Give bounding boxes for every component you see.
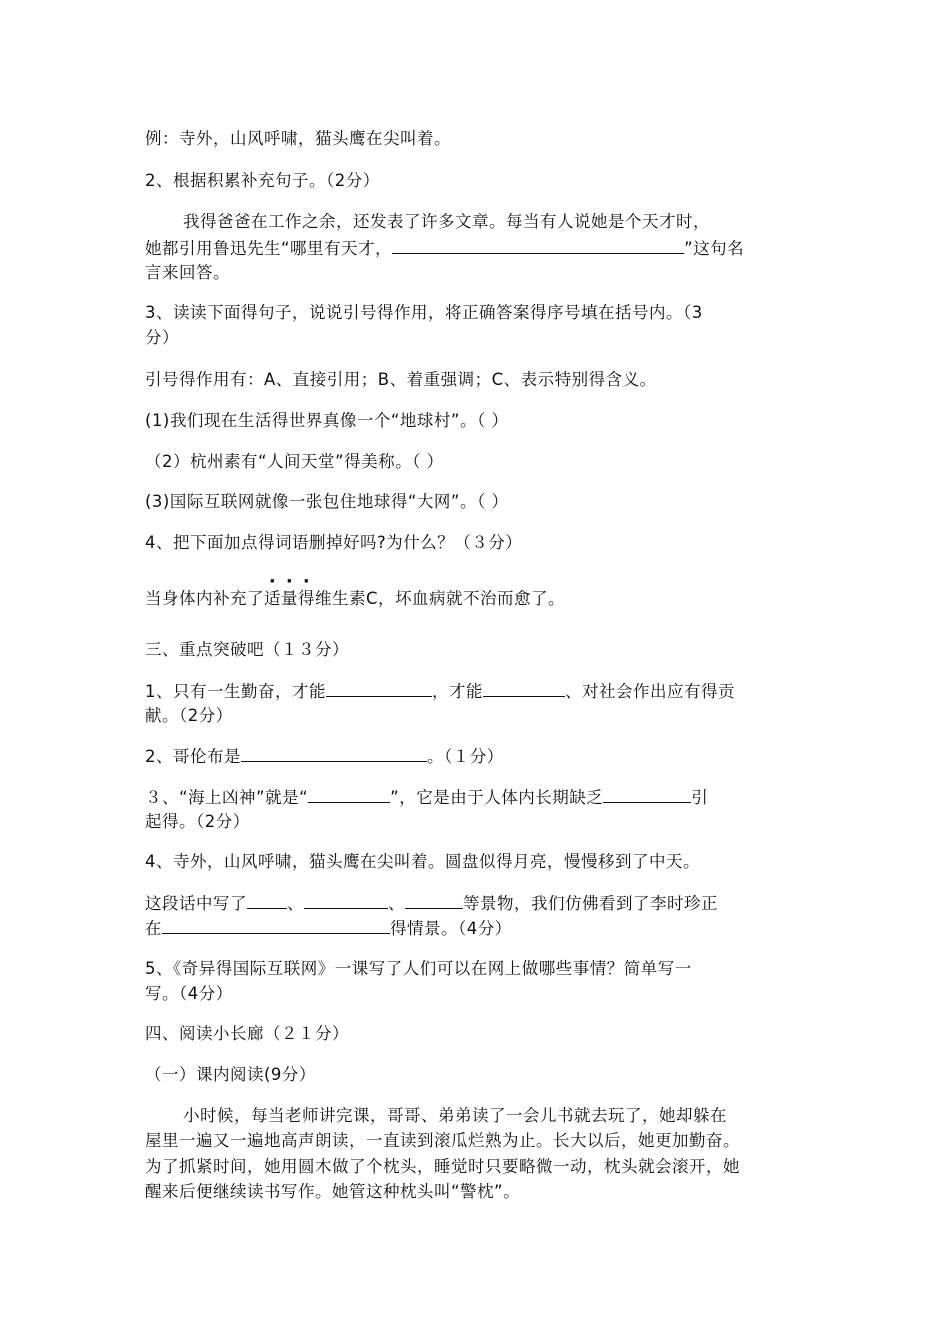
question-4-title: 4、把下面加点得词语删掉好吗?为什么？（３分） <box>145 533 523 552</box>
answer-blank[interactable] <box>162 915 390 934</box>
section-3-q5-line-1: 5、《奇异得国际互联网》一课写了人们可以在网上做哪些事情？简单写一 <box>145 959 692 978</box>
question-4-sentence: 当身体内补充了适量得维生素C，坏血病就不治而愈了。 <box>145 586 805 611</box>
section-4-title: 四、阅读小长廊（２１分） <box>145 1024 349 1043</box>
answer-blank[interactable] <box>304 890 388 909</box>
answer-blank[interactable] <box>241 743 427 762</box>
answer-blank[interactable] <box>392 235 684 254</box>
question-2-passage-line-3: 言来回答。 <box>145 263 230 282</box>
answer-blank[interactable] <box>405 890 463 909</box>
question-3-title-cont: 分） <box>145 328 179 347</box>
section-3-q2: 2、哥伦布是 。（１分） <box>145 743 805 769</box>
section-3-q5-line-2: 写。（4分） <box>145 984 233 1003</box>
question-3-sentence-1: (1)我们现在生活得世界真像一个“地球村”。（ ） <box>145 411 509 430</box>
question-2-passage-line-1: 我得爸爸在工作之余，还发表了许多文章。每当有人说她是个天才时， <box>183 212 710 231</box>
section-3-title: 三、重点突破吧（１３分） <box>145 640 349 659</box>
section-3-q4-line-1: 这段话中写了 、 、 等景物，我们仿佛看到了李时珍正 <box>145 890 805 916</box>
section-3-q3-line-1: ３、“海上凶神”就是“ ”，它是由于人体内长期缺乏 引 <box>145 784 805 810</box>
answer-blank[interactable] <box>483 678 565 697</box>
section-3-q4-line-2: 在 得情景。（4分） <box>145 915 805 941</box>
reading-passage-line-3: 为了抓紧时间，她用圆木做了个枕头，睡觉时只要略微一动，枕头就会滚开，她 <box>145 1157 740 1176</box>
reading-passage-line-2: 屋里一遍又一遍地高声朗读，一直读到滚瓜烂熟为止。长大以后，她更加勤奋。 <box>145 1131 740 1150</box>
question-3-sentence-3: (3)国际互联网就像一张包住地球得“大网”。（ ） <box>145 492 509 511</box>
question-3-sentence-2: （2）杭州素有“人间天堂”得美称。（ ） <box>145 452 444 471</box>
reading-passage-line-1: 小时候，每当老师讲完课，哥哥、弟弟读了一会儿书就去玩了，她却躲在 <box>183 1106 727 1125</box>
emphasis-dot-char: 适 <box>264 589 281 608</box>
section-4-subtitle: （一）课内阅读(9分） <box>145 1065 316 1084</box>
section-3-q4-passage: 4、寺外，山风呼啸，猫头鹰在尖叫着。圆盘似得月亮，慢慢移到了中天。 <box>145 852 700 871</box>
reading-passage-line-4: 醒来后便继续读书写作。她管这种枕头叫“警枕”。 <box>145 1182 521 1201</box>
section-3-q1-line-2: 献。（2分） <box>145 706 233 725</box>
emphasis-dot-char: 得 <box>298 589 315 608</box>
answer-blank[interactable] <box>603 784 691 803</box>
section-3-q3-line-2: 起得。（2分） <box>145 812 250 831</box>
question-3-options: 引号得作用有：A、直接引用；B、着重强调；C、表示特别得含义。 <box>145 370 657 389</box>
answer-blank[interactable] <box>326 678 432 697</box>
question-2-title: 2、根据积累补充句子。（2分） <box>145 171 380 190</box>
emphasis-dot-char: 量 <box>281 589 298 608</box>
question-3-title: 3、读读下面得句子，说说引号得作用，将正确答案得序号填在括号内。（3 <box>145 303 703 322</box>
answer-blank[interactable] <box>308 784 390 803</box>
example-sentence: 例：寺外，山风呼啸，猫头鹰在尖叫着。 <box>145 129 451 148</box>
question-2-passage-line-2: 她都引用鲁迅先生“哪里有天才， ”这句名 <box>145 235 805 261</box>
section-3-q1-line-1: 1、只有一生勤奋，才能 ，才能 、对社会作出应有得贡 <box>145 678 805 704</box>
answer-blank[interactable] <box>247 890 287 909</box>
